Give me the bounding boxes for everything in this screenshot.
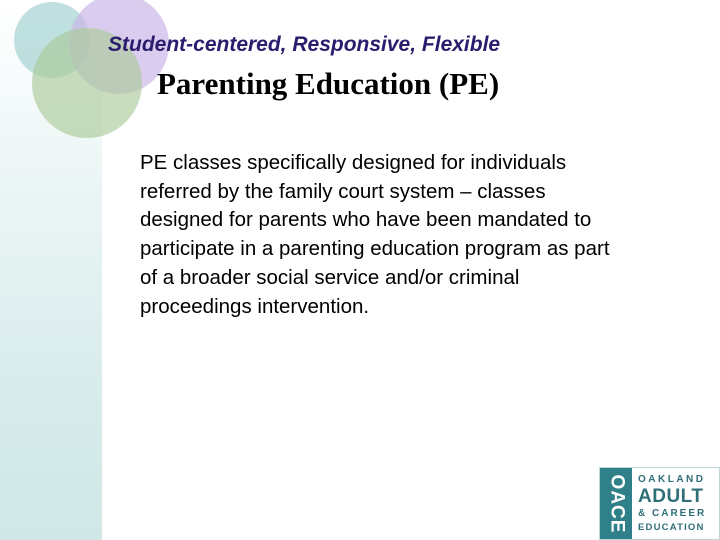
- logo-mark: [600, 468, 632, 539]
- slide-title: Parenting Education (PE): [157, 66, 500, 101]
- logo-wordmark: [632, 468, 719, 539]
- logo-line-oakland: OAKLAND: [638, 473, 706, 485]
- logo-line-education: EDUCATION: [638, 521, 705, 533]
- slide-subtitle: Student-centered, Responsive, Flexible: [108, 33, 501, 56]
- logo-line-career: & CAREER: [638, 507, 707, 519]
- oace-logo: [599, 467, 720, 540]
- logo-mark-text: OACE: [606, 474, 627, 533]
- logo-line-adult: ADULT: [638, 485, 704, 507]
- slide-body-text: PE classes specifically designed for individuals referred by the family court system – classes designed for parents who have been mandated to participate in a parenting education program as part of a broader social service and/or criminal proceedings intervention.: [140, 151, 610, 318]
